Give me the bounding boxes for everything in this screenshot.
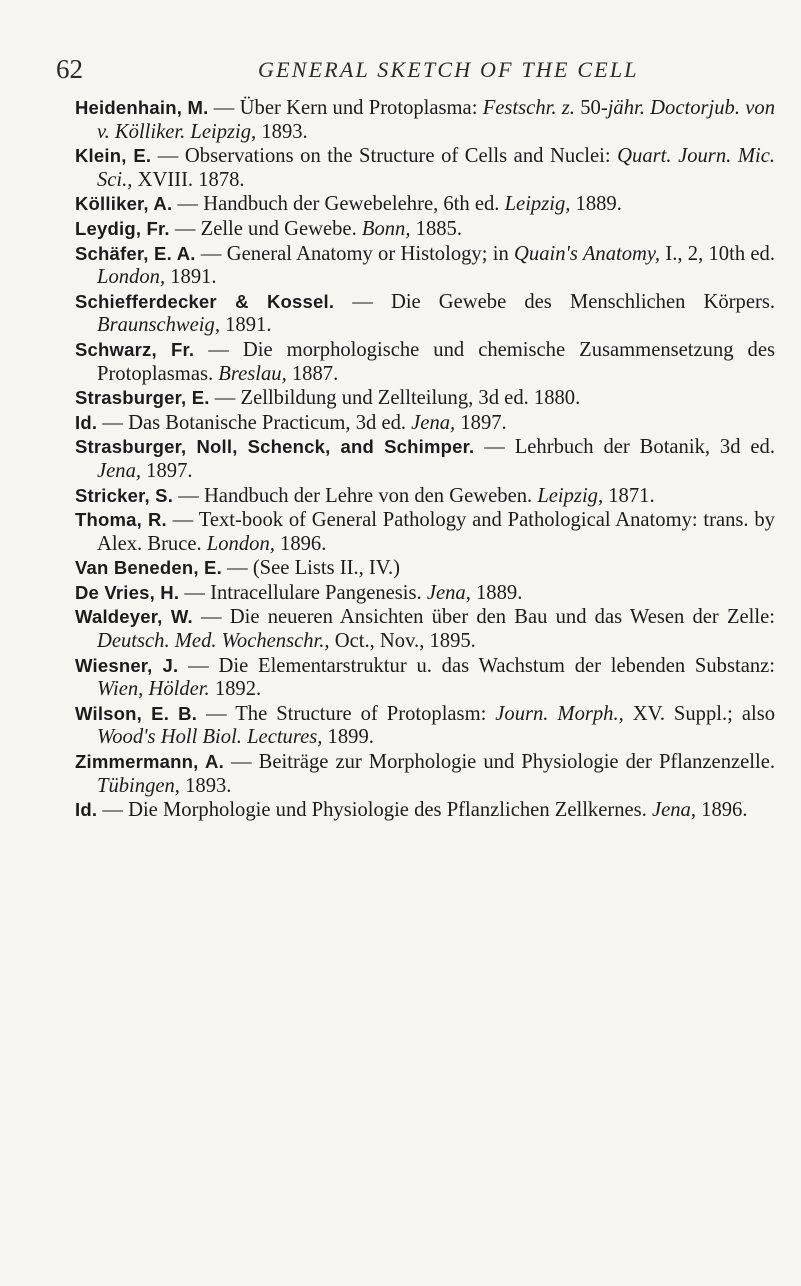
- entry-author: Schäfer, E. A.: [75, 242, 196, 264]
- entry-author: De Vries, H.: [75, 581, 180, 603]
- entry-text: 1893.: [179, 774, 232, 797]
- entry-citation-italic: Leipzig,: [537, 484, 604, 507]
- entry-text: — Intracellulare Pangenesis.: [179, 581, 427, 604]
- entry-citation-italic: Jena,: [426, 581, 471, 604]
- entry-text: — Handbuch der Gewebelehre, 6th ed.: [172, 193, 505, 216]
- entry-author: Waldeyer, W.: [75, 606, 193, 628]
- entry-author: Id.: [75, 411, 98, 433]
- bibliography-entry: [75, 508, 775, 556]
- bibliography-entry: [75, 798, 775, 823]
- entry-text: — General Anatomy or Histology; in: [195, 242, 515, 265]
- entry-author: Leydig, Fr.: [75, 217, 170, 239]
- entry-text: 1896.: [274, 532, 327, 555]
- entry-text: — The Structure of Protoplasm:: [197, 702, 496, 725]
- entry-text: — Observations on the Structure of Cells and Nuclei:: [151, 145, 618, 168]
- entry-text: 1892.: [209, 678, 262, 701]
- entry-text: Oct., Nov., 1895.: [329, 630, 476, 653]
- entry-citation-italic: London,: [206, 532, 275, 555]
- entry-text: 1871.: [603, 484, 655, 507]
- entry-citation-italic: Braunschweig,: [97, 314, 220, 337]
- bibliography-entry: [75, 581, 775, 606]
- entry-citation-italic: Wood's Holl Biol. Lectures,: [97, 726, 323, 749]
- entry-text: — Die morphologische und chemische Zusammensetzung des Protoplasmas.: [97, 338, 776, 385]
- bibliography-entry: [75, 338, 775, 386]
- entry-author: Van Beneden, E.: [75, 557, 222, 579]
- entry-text: — Lehrbuch der Botanik, 3d ed.: [474, 436, 775, 459]
- bibliography-entry: [75, 750, 775, 798]
- entry-citation-italic: Festschr. z.: [482, 97, 575, 119]
- page-number: 62: [56, 54, 83, 84]
- entry-text: — Die neueren Ansichten über den Bau und das Wesen der Zelle:: [192, 606, 775, 629]
- entry-text: — (See Lists II., IV.): [221, 557, 401, 580]
- entry-author: Wiesner, J.: [75, 654, 179, 676]
- bibliography-entry: [75, 386, 775, 411]
- entry-text: — Zelle und Gewebe.: [169, 217, 362, 240]
- entry-text: — Zellbildung und Zellteilung, 3d ed. 1880.: [209, 387, 581, 410]
- bibliography-entry: [75, 290, 775, 338]
- entry-text: I., 2, 10th ed.: [660, 242, 775, 265]
- entry-text: 1896.: [696, 799, 748, 822]
- entry-author: Stricker, S.: [75, 484, 174, 506]
- bibliography-entry: [75, 484, 775, 509]
- bibliography-entry: [75, 144, 775, 192]
- entry-author: Kölliker, A.: [75, 193, 173, 215]
- entry-text: — Die Morphologie und Physiologie des Pflanzlichen Zellkernes.: [97, 799, 652, 822]
- entry-author: Heidenhain, M.: [75, 97, 209, 118]
- bibliography-entry: [75, 435, 775, 483]
- entry-text: 1891.: [219, 314, 272, 337]
- entry-citation-italic: Jena,: [97, 459, 142, 482]
- entry-citation-italic: Jena,: [411, 411, 456, 434]
- entry-citation-italic: -jähr. Doctorjub. von v. Kölliker. Leipzig,: [97, 97, 776, 143]
- entry-citation-italic: Deutsch. Med. Wochenschr.,: [97, 630, 330, 653]
- entry-text: 1893.: [256, 120, 308, 143]
- entry-text: — Die Elementarstruktur u. das Wachstum der lebenden Substanz:: [178, 654, 775, 677]
- entry-citation-italic: Bonn,: [361, 217, 411, 240]
- entry-citation-italic: Quart. Journ. Mic. Sci.,: [97, 145, 775, 191]
- entry-text: 1889.: [470, 581, 523, 604]
- entry-author: Klein, E.: [75, 145, 152, 167]
- bibliography-entry: [75, 556, 775, 581]
- bibliography-entry: [75, 217, 775, 242]
- bibliography-entry: [75, 654, 775, 702]
- entry-citation-italic: Tübingen,: [97, 774, 180, 797]
- entry-citation-italic: Quain's Anatomy,: [514, 242, 661, 265]
- entry-text: XVIII. 1878.: [132, 168, 245, 191]
- bibliography-entry: [75, 96, 775, 144]
- entry-text: — Beiträge zur Morphologie und Physiologie der Pflanzenzelle.: [223, 751, 776, 774]
- entry-author: Wilson, E. B.: [75, 702, 198, 724]
- entry-text: 1887.: [286, 362, 339, 385]
- running-title: GENERAL SKETCH OF THE CELL: [258, 57, 639, 82]
- entry-author: Strasburger, E.: [75, 387, 210, 409]
- entry-text: — Text-book of General Pathology and Pathological Anatomy: trans. by Alex. Bruce.: [97, 509, 775, 555]
- entry-text: — Die Gewebe des Menschlichen Körpers.: [334, 290, 775, 313]
- bibliography-entry: [75, 411, 775, 436]
- entry-author: Strasburger, Noll, Schenck, and Schimper.: [75, 436, 475, 458]
- entry-citation-italic: Jena,: [651, 799, 697, 822]
- bibliography-entry: [75, 192, 775, 217]
- entry-text: XV. Suppl.; also: [623, 702, 776, 725]
- entry-citation-italic: Breslau,: [218, 362, 287, 385]
- entry-author: Schiefferdecker & Kossel.: [75, 290, 335, 312]
- entry-text: 1885.: [410, 217, 462, 240]
- entry-text: 1899.: [322, 726, 374, 749]
- bibliography-entry: [75, 242, 775, 290]
- bibliography-entry: [75, 702, 775, 750]
- entry-author: Schwarz, Fr.: [75, 338, 195, 360]
- entry-text: 1897.: [141, 459, 193, 482]
- entry-author: Thoma, R.: [75, 509, 167, 531]
- entry-text: — Über Kern und Protoplasma:: [208, 97, 483, 119]
- entry-citation-italic: Journ. Morph.,: [495, 702, 624, 725]
- bibliography-entry: [75, 605, 775, 653]
- entry-text: — Handbuch der Lehre von den Geweben.: [173, 484, 538, 507]
- running-header: [0, 50, 801, 90]
- entry-citation-italic: Wien, Hölder.: [97, 678, 210, 701]
- bibliography-list: [75, 96, 775, 823]
- entry-text: 1889.: [570, 193, 622, 216]
- entry-text: 1897.: [455, 411, 507, 434]
- entry-author: Zimmermann, A.: [75, 751, 224, 773]
- entry-text: 1891.: [165, 266, 217, 289]
- entry-author: Id.: [75, 799, 98, 821]
- entry-citation-italic: London,: [97, 266, 166, 289]
- entry-citation-italic: Leipzig,: [504, 193, 571, 216]
- entry-text: 50: [574, 97, 601, 119]
- entry-text: — Das Botanische Practicum, 3d ed.: [97, 411, 412, 434]
